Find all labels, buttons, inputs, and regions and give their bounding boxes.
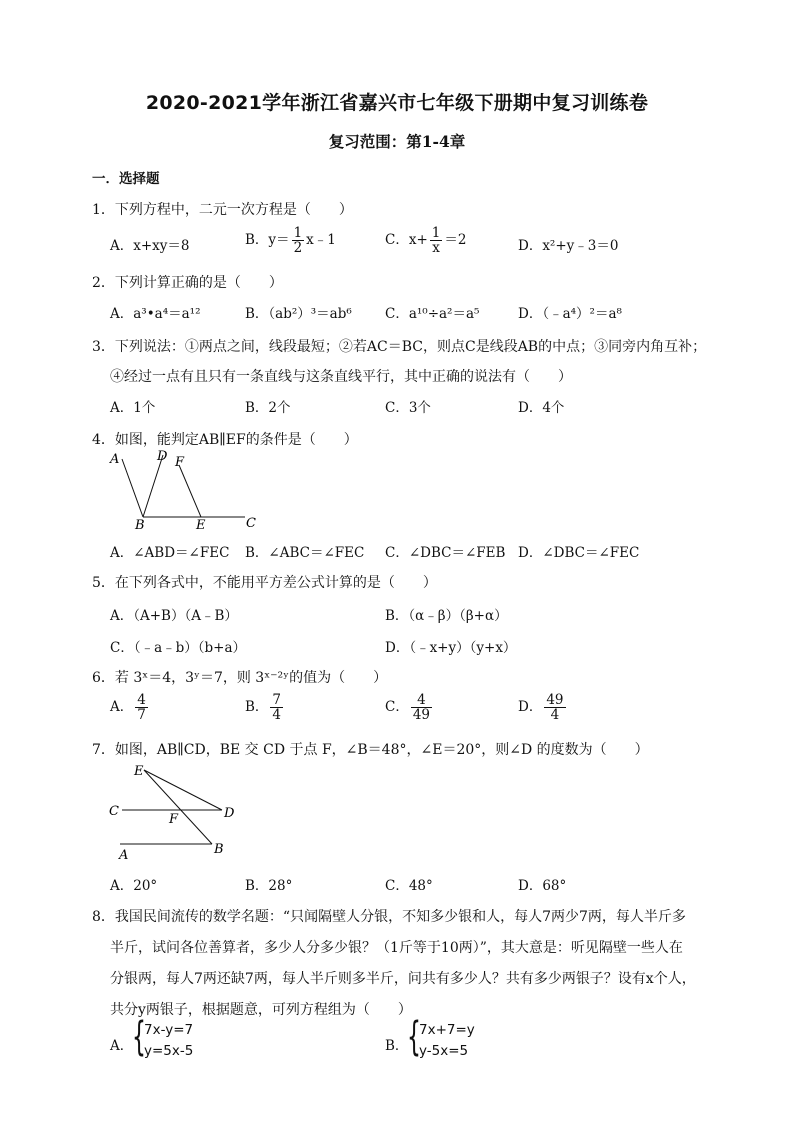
label-d: D: [224, 806, 235, 821]
denominator: 49: [412, 707, 431, 724]
label-c: C: [109, 804, 119, 819]
q3-option-a: A．1个: [110, 400, 156, 416]
q7-option-c: C．48°: [385, 878, 433, 894]
q1-option-c: [385, 226, 466, 255]
q3-line2: ④经过一点有且只有一条直线与这条直线平行，其中正确的说法有（ ）: [110, 369, 572, 385]
q7-option-d: D．68°: [518, 878, 567, 894]
q5-option-a: A．（A+B）（A﹣B）: [110, 608, 238, 624]
q2-stem: 2．下列计算正确的是（ ）: [92, 275, 283, 291]
numerator: 7: [272, 692, 282, 708]
q3-line1: 3．下列说法：①两点之间，线段最短；②若AC＝BC，则点C是线段AB的中点；③同旁内角互补；: [92, 339, 707, 355]
q6-option-c-letter: C．: [385, 699, 409, 716]
denominator: 7: [137, 707, 146, 724]
denominator: 2: [293, 240, 303, 257]
line-ab: [122, 459, 143, 517]
q3-option-d: D．4个: [518, 400, 565, 416]
q6-option-d-letter: D．: [518, 699, 543, 716]
q6-option-b-letter: B．: [245, 699, 269, 716]
q6-option-a-fraction: [135, 693, 148, 722]
q4-option-c: C．∠DBC＝∠FEB: [385, 545, 506, 561]
label-f: F: [175, 455, 185, 470]
q6-option-d: [518, 693, 568, 722]
q6-option-a: [110, 693, 150, 722]
q1-option-d: D．x²+y﹣3＝0: [518, 238, 619, 254]
q1-option-b: [245, 226, 336, 255]
denominator: 4: [550, 707, 560, 724]
brace-icon: {: [132, 1014, 146, 1060]
q8-option-b-system: [419, 1020, 475, 1062]
q8-line2: 半斤，试问各位善算者，多少人分多少银？（1斤等于10两）”，其大意是：听见隔壁一些人在: [110, 940, 683, 956]
q5-option-c: C．（﹣a﹣b）（b+a）: [110, 640, 247, 656]
q5-option-d: D．（﹣x+y）（y+x）: [385, 640, 517, 656]
q1-option-b-fraction: [292, 226, 305, 255]
numerator: 49: [546, 692, 564, 708]
q1-option-b-prefix: B．y＝: [245, 232, 290, 249]
label-a: A: [119, 848, 129, 863]
label-f: F: [169, 812, 179, 827]
q1-option-a: A．x+xy＝8: [110, 238, 190, 254]
q8-line4: 共分y两银子，根据题意，可列方程组为（ ）: [110, 1002, 412, 1018]
q3-option-c: C．3个: [385, 400, 431, 416]
q7-figure: [104, 758, 249, 863]
q8-option-b-letter: B．: [385, 1038, 409, 1054]
q4-stem: 4．如图，能判定AB∥EF的条件是（ ）: [92, 432, 358, 448]
label-c: C: [246, 516, 256, 531]
q5-option-b: B．（α﹣β）（β+α）: [385, 608, 508, 624]
q4-option-a: A．∠ABD＝∠FEC: [110, 545, 230, 561]
q6-option-b: [245, 693, 285, 722]
q7-option-a: A．20°: [110, 878, 158, 894]
q6-option-c-fraction: [411, 693, 432, 722]
q6-option-c: [385, 693, 434, 722]
q8-line3: 分银两，每人7两还缺7两，每人半斤则多半斤，问共有多少人？共有多少两银子？设有x个人，: [110, 971, 696, 987]
q6-option-d-fraction: [544, 693, 565, 722]
brace-icon: {: [407, 1014, 421, 1060]
q4-option-b: B．∠ABC＝∠FEC: [245, 545, 365, 561]
numerator: 1: [293, 225, 303, 241]
q8-option-a-letter: A．: [110, 1038, 134, 1054]
q8-line1: 8．我国民间流传的数学名题：“只闻隔壁人分银，不知多少银和人，每人7两少7两，每人半斤多: [92, 909, 686, 925]
q6-option-a-letter: A．: [110, 699, 134, 716]
denominator: 4: [272, 707, 282, 724]
label-e: E: [134, 764, 144, 779]
denominator: x: [432, 240, 440, 257]
q3-option-b: B．2个: [245, 400, 291, 416]
q5-stem: 5．在下列各式中，不能用平方差公式计算的是（ ）: [92, 575, 437, 591]
q7-stem: 7．如图，AB∥CD，BE 交 CD 于点 F，∠B＝48°，∠E＝20°，则∠D 的度数为（ ）: [92, 742, 649, 758]
equation: 7x+7=y: [419, 1022, 475, 1038]
q7-option-b: B．28°: [245, 878, 293, 894]
line-ef: [179, 465, 201, 517]
line-ed: [144, 770, 222, 810]
section-heading: 一．选择题: [92, 171, 160, 187]
equation: 7x-y=7: [144, 1022, 194, 1038]
q2-option-c: C．a¹⁰÷a²＝a⁵: [385, 306, 480, 322]
q1-option-c-fraction: [430, 226, 443, 255]
numerator: 4: [411, 693, 432, 708]
q1-stem: 1．下列方程中，二元一次方程是（ ）: [92, 202, 353, 218]
equation: y-5x=5: [419, 1043, 469, 1059]
q2-option-d: D．（﹣a⁴）²＝a⁸: [518, 306, 622, 322]
label-b: B: [214, 842, 224, 857]
q1-option-c-suffix: ＝2: [444, 232, 467, 249]
q8-option-a-system: [144, 1020, 193, 1062]
numerator: 1: [431, 225, 441, 241]
label-d: D: [157, 449, 168, 464]
q1-option-b-suffix: x﹣1: [306, 232, 336, 249]
q6-stem: 6．若 3ˣ＝4，3ʸ＝7，则 3ˣ⁻²ʸ的值为（ ）: [92, 670, 388, 686]
q4-option-d: D．∠DBC＝∠FEC: [518, 545, 640, 561]
q2-option-b: B．（ab²）³＝ab⁶: [245, 306, 352, 322]
q6-option-b-fraction: [270, 693, 283, 722]
q1-option-c-prefix: C．x+: [385, 232, 428, 249]
label-e: E: [196, 518, 206, 532]
label-b: B: [135, 518, 145, 532]
page-subtitle: 复习范围：第1-4章: [328, 132, 466, 151]
numerator: 4: [137, 692, 146, 708]
q4-figure: [105, 447, 265, 532]
label-a: A: [110, 452, 120, 467]
line-bd: [143, 455, 163, 517]
page-title: 2020-2021学年浙江省嘉兴市七年级下册期中复习训练卷: [145, 92, 649, 114]
equation: y=5x-5: [144, 1043, 194, 1059]
line-eb: [144, 770, 212, 844]
q2-option-a: A．a³•a⁴＝a¹²: [110, 306, 201, 322]
